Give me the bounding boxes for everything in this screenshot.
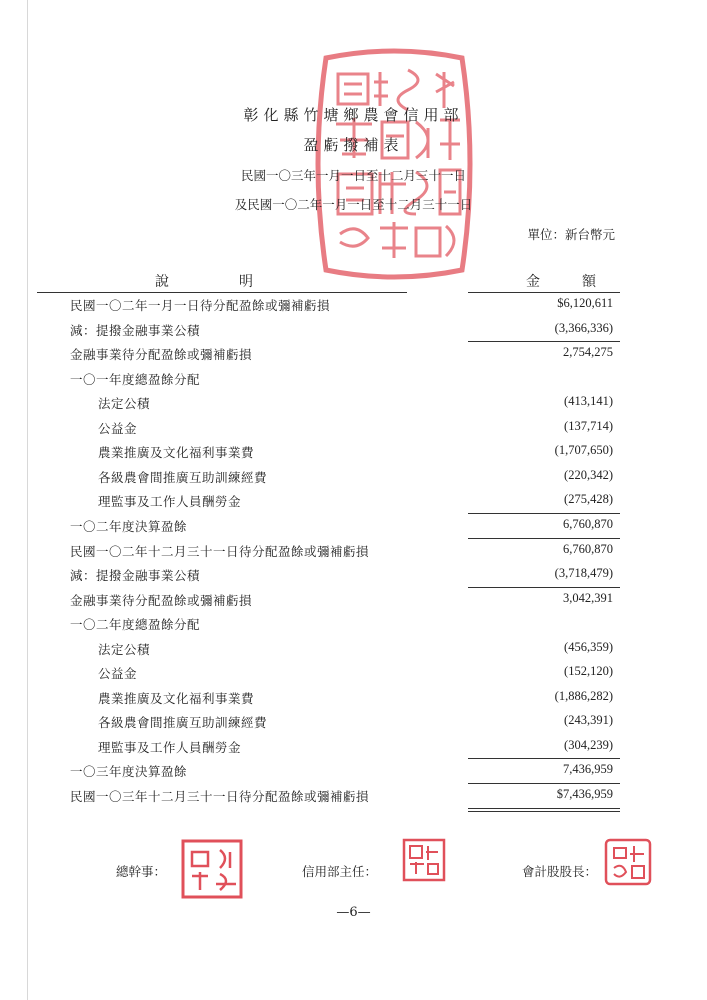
row-description: 法定公積 (98, 641, 151, 657)
row-description: 理監事及工作人員酬勞金 (98, 739, 242, 755)
table-row (0, 664, 707, 688)
table-row (0, 542, 707, 566)
row-amount: 6,760,870 (563, 541, 613, 556)
currency-unit: 單位：新台幣元 (527, 227, 615, 242)
row-description: 各級農會間推廣互助訓練經費 (98, 469, 268, 485)
page-number: —6— (336, 905, 371, 920)
row-amount: 2,754,275 (563, 345, 613, 360)
row-description: 農業推廣及文化福利事業費 (98, 445, 255, 461)
row-description: 一〇一年度總盈餘分配 (70, 371, 201, 387)
table-row (0, 468, 707, 492)
row-amount: 7,436,959 (563, 762, 613, 777)
subtotal-rule (468, 783, 620, 784)
signature-accounting-chief: 會計股股長： (522, 864, 598, 879)
subtotal-rule (468, 758, 620, 759)
row-amount: (1,707,650) (554, 443, 613, 458)
row-description: 公益金 (98, 666, 138, 682)
table-row (0, 370, 707, 394)
row-amount: (456,359) (564, 639, 613, 654)
row-amount: (413,141) (564, 394, 613, 409)
header-rule-amount (468, 292, 620, 293)
row-amount: (137,714) (564, 418, 613, 433)
row-amount: $7,436,959 (556, 787, 613, 801)
credit-director-seal (402, 838, 446, 882)
row-amount: (275,428) (564, 492, 613, 507)
period-current: 民國一〇三年一月一日至十二月三十一日 (240, 168, 466, 183)
row-description: 減：提撥金融事業公積 (70, 322, 201, 338)
row-description: 民國一〇二年十二月三十一日待分配盈餘或彌補虧損 (70, 543, 370, 559)
row-description: 各級農會間推廣互助訓練經費 (98, 715, 268, 731)
row-amount: (1,886,282) (554, 688, 613, 703)
subtotal-rule (468, 587, 620, 588)
table-row (0, 345, 707, 369)
statement-title: 盈虧撥補表 (303, 136, 404, 154)
row-description: 減：提撥金融事業公積 (70, 568, 201, 584)
column-header-description: 說 明 (155, 274, 253, 290)
table-row (0, 394, 707, 418)
row-description: 民國一〇二年一月一日待分配盈餘或彌補虧損 (70, 298, 331, 313)
official-seal (308, 44, 480, 284)
row-amount: (243,391) (564, 713, 613, 728)
row-description: 一〇三年度決算盈餘 (70, 764, 188, 780)
total-double-rule (468, 808, 620, 809)
period-prior: 及民國一〇二年一月一日至十二月三十一日 (234, 197, 473, 212)
column-header-amount: 金 額 (526, 274, 596, 290)
row-amount: (220,342) (564, 467, 613, 482)
subtotal-rule (468, 538, 620, 539)
row-description: 一〇二年度決算盈餘 (70, 518, 188, 534)
row-description: 金融事業待分配盈餘或彌補虧損 (70, 592, 253, 608)
subtotal-rule (468, 341, 620, 342)
table-row (0, 689, 707, 713)
table-row (0, 640, 707, 664)
row-amount: (152,120) (564, 664, 613, 679)
header-rule-description (37, 292, 407, 293)
table-row (0, 713, 707, 737)
accounting-chief-seal (604, 838, 652, 886)
table-row (0, 615, 707, 639)
table-row (0, 591, 707, 615)
row-description: 一〇二年度總盈餘分配 (70, 617, 201, 633)
row-description: 金融事業待分配盈餘或彌補虧損 (70, 347, 253, 363)
subtotal-rule (468, 513, 620, 514)
row-description: 理監事及工作人員酬勞金 (98, 494, 242, 510)
table-row (0, 419, 707, 443)
total-double-rule (468, 811, 620, 812)
row-amount: 3,042,391 (563, 590, 613, 605)
org-title: 彰化縣竹塘鄉農會信用部 (243, 106, 464, 124)
row-amount: 6,760,870 (563, 516, 613, 531)
row-description: 公益金 (98, 420, 138, 436)
row-amount: (304,239) (564, 737, 613, 752)
row-description: 農業推廣及文化福利事業費 (98, 690, 255, 706)
row-amount: (3,718,479) (554, 566, 613, 581)
table-row (0, 443, 707, 467)
table-row (0, 296, 707, 320)
signature-credit-director: 信用部主任： (302, 864, 378, 879)
row-description: 法定公積 (98, 396, 151, 412)
general-manager-seal (180, 838, 244, 900)
row-amount: (3,366,336) (554, 320, 613, 335)
row-amount: $6,120,611 (557, 296, 613, 310)
signature-general-manager: 總幹事： (116, 864, 167, 879)
row-description: 民國一〇三年十二月三十一日待分配盈餘或彌補虧損 (70, 789, 370, 804)
